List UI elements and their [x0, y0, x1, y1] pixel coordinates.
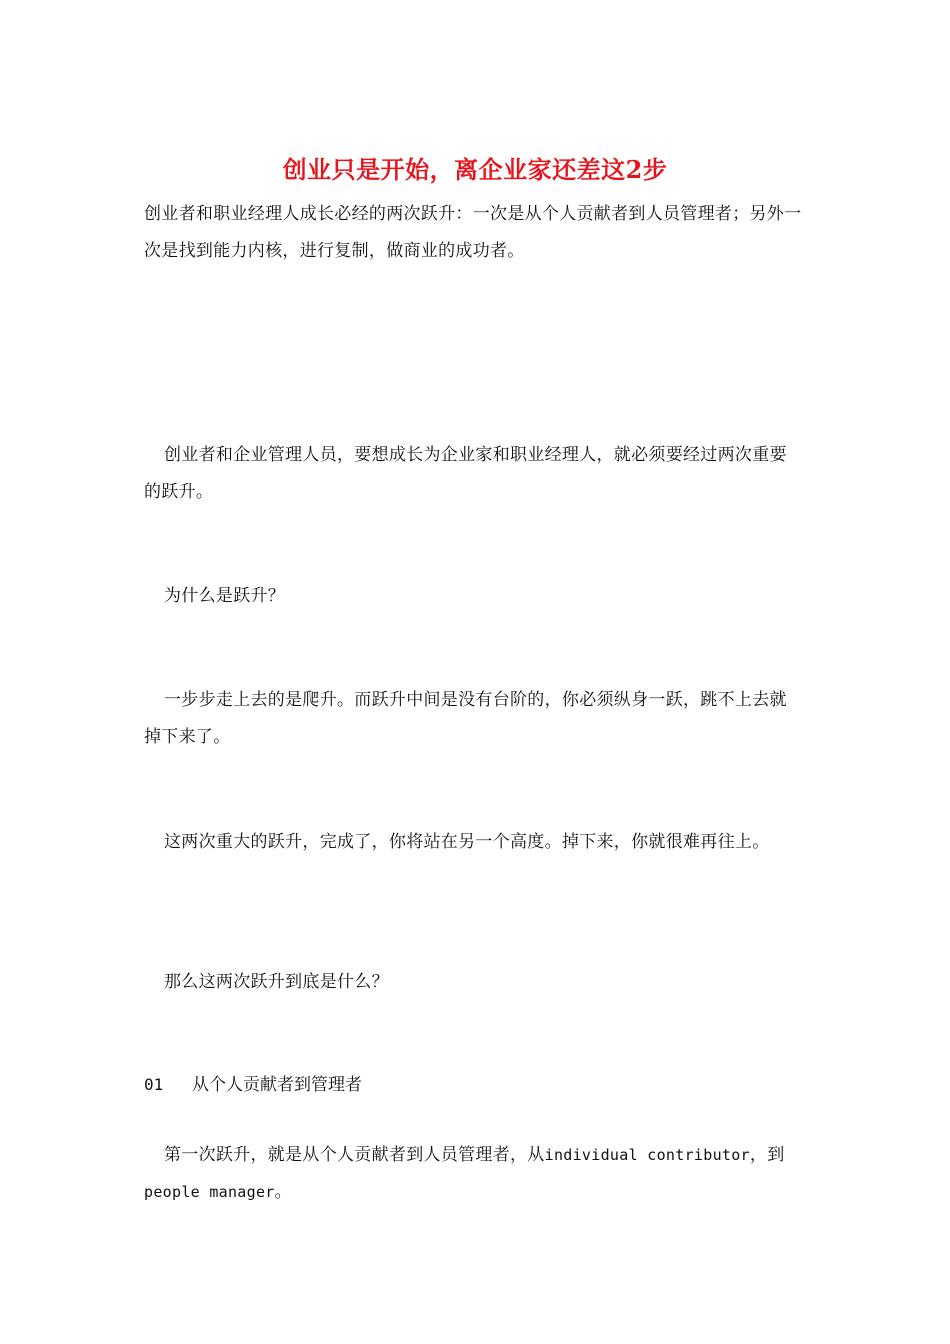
paragraph-6	[144, 1137, 804, 1211]
paragraph-6-part2: ，到	[749, 1145, 785, 1165]
term-people-manager: people manager	[144, 1183, 275, 1201]
paragraph-5: 那么这两次跃升到底是什么？	[164, 972, 389, 992]
paragraph-6-part1: 第一次跃升，就是从个人贡献者到人员管理者，从	[164, 1145, 545, 1165]
section-heading	[144, 1070, 362, 1100]
section-title: 从个人贡献者到管理者	[192, 1075, 362, 1095]
term-individual-contributor: individual contributor	[544, 1146, 750, 1164]
paragraph-4: 这两次重大的跃升，完成了，你将站在另一个高度。掉下来，你就很难再往上。	[164, 832, 770, 852]
document-title: 创业只是开始，离企业家还差这2步	[282, 155, 668, 184]
paragraph-2: 为什么是跃升？	[164, 586, 286, 606]
paragraph-6-part3: 。	[274, 1182, 292, 1202]
paragraph-3: 一步步走上去的是爬升。而跃升中间是没有台阶的，你必须纵身一跃，跳不上去就掉下来了。	[144, 690, 787, 747]
paragraph-1: 创业者和企业管理人员，要想成长为企业家和职业经理人，就必须要经过两次重要的跃升。	[144, 445, 787, 502]
intro-paragraph: 创业者和职业经理人成长必经的两次跃升：一次是从个人贡献者到人员管理者；另外一次是找到能力内核，进行复制，做商业的成功者。	[144, 204, 802, 261]
section-number: 01	[144, 1075, 164, 1094]
